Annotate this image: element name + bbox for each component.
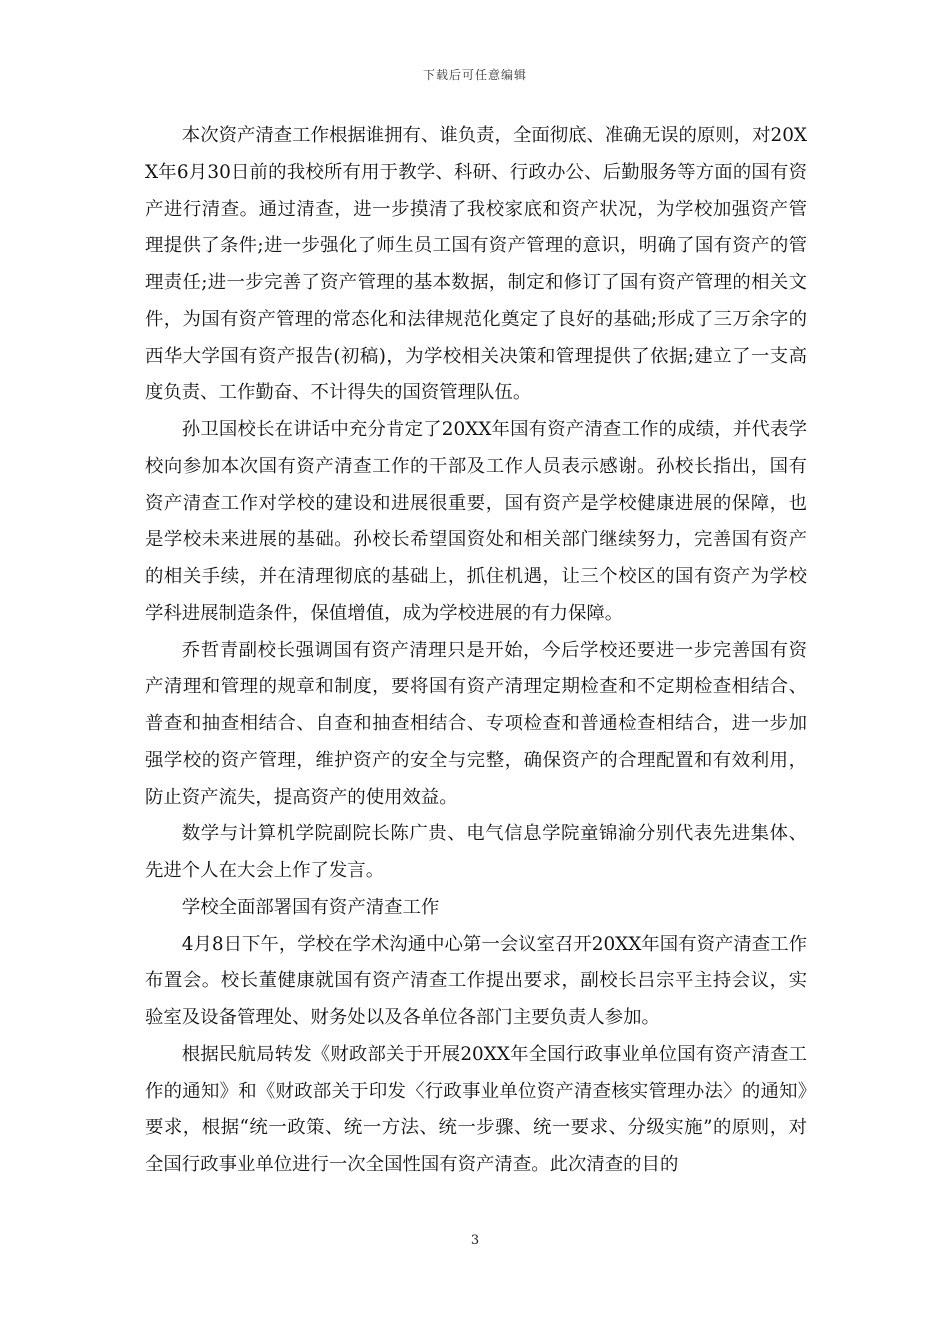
- page-header: 下载后可任意编辑: [422, 68, 527, 82]
- paragraph-april-meeting: 4月8日下午，学校在学术沟通中心第一会议室召开20XX年国有资产清查工作布置会。校长董健康就国有资产清查工作提出要求，副校长吕宗平主持会议，实验室及设备管理处、财务处以及各单位各部门主要负责人参加。: [145, 933, 807, 1028]
- paragraph-asset-inventory-summary: 本次资产清查工作根据谁拥有、谁负责，全面彻底、准确无误的原则，对20XX年6月30日前的我校所有用于教学、科研、行政办公、后勤服务等方面的国有资产进行清查。通过清查，进一步摸清了我校家底和资产状况，为学校加强资产管理提供了条件;进一步强化了师生员工国有资产管理的意识，明确了国有资产的管理责任;进一步完善了资产管理的基本数据，制定和修订了国有资产管理的相关文件，为国有资产管理的常态化和法律规范化奠定了良好的基础;形成了三万余字的西华大学国有资产报告(初稿)，为学校相关决策和管理提供了依据;建立了一支高度负责、工作勤奋、不计得失的国资管理队伍。: [145, 125, 807, 404]
- section-heading: 学校全面部署国有资产清查工作: [181, 896, 440, 918]
- paragraph-representatives-speech: 数学与计算机学院副院长陈广贵、电气信息学院童锦渝分别代表先进集体、先进个人在大会上作了发言。: [145, 823, 807, 881]
- paragraph-notice-requirements: 根据民航局转发《财政部关于开展20XX年全国行政事业单位国有资产清查工作的通知》和《财政部关于印发〈行政事业单位资产清查核实管理办法〉的通知》要求，根据“统一政策、统一方法、统一步骤、统一要求、分级实施”的原则，对全国行政事业单位进行一次全国性国有资产清查。此次清查的目的: [145, 1043, 807, 1175]
- paragraph-president-sun-speech: 孙卫国校长在讲话中充分肯定了20XX年国有资产清查工作的成绩，并代表学校向参加本次国有资产清查工作的干部及工作人员表示感谢。孙校长指出，国有资产清查工作对学校的建设和进展很重要，国有资产是学校健康进展的保障，也是学校未来进展的基础。孙校长希望国资处和相关部门继续努力，完善国有资产的相关手续，并在清理彻底的基础上，抓住机遇，让三个校区的国有资产为学校学科进展制造条件，保值增值，成为学校进展的有力保障。: [145, 419, 807, 624]
- page-number: 3: [470, 1233, 480, 1248]
- paragraph-vice-president-qiao-speech: 乔哲青副校长强调国有资产清理只是开始，今后学校还要进一步完善国有资产清理和管理的规章和制度，要将国有资产清理定期检查和不定期检查相结合、普查和抽查相结合、自查和抽查相结合、专项检查和普通检查相结合，进一步加强学校的资产管理，维护资产的安全与完整，确保资产的合理配置和有效利用，防止资产流失，提高资产的使用效益。: [145, 639, 807, 808]
- document-body: [145, 118, 807, 1184]
